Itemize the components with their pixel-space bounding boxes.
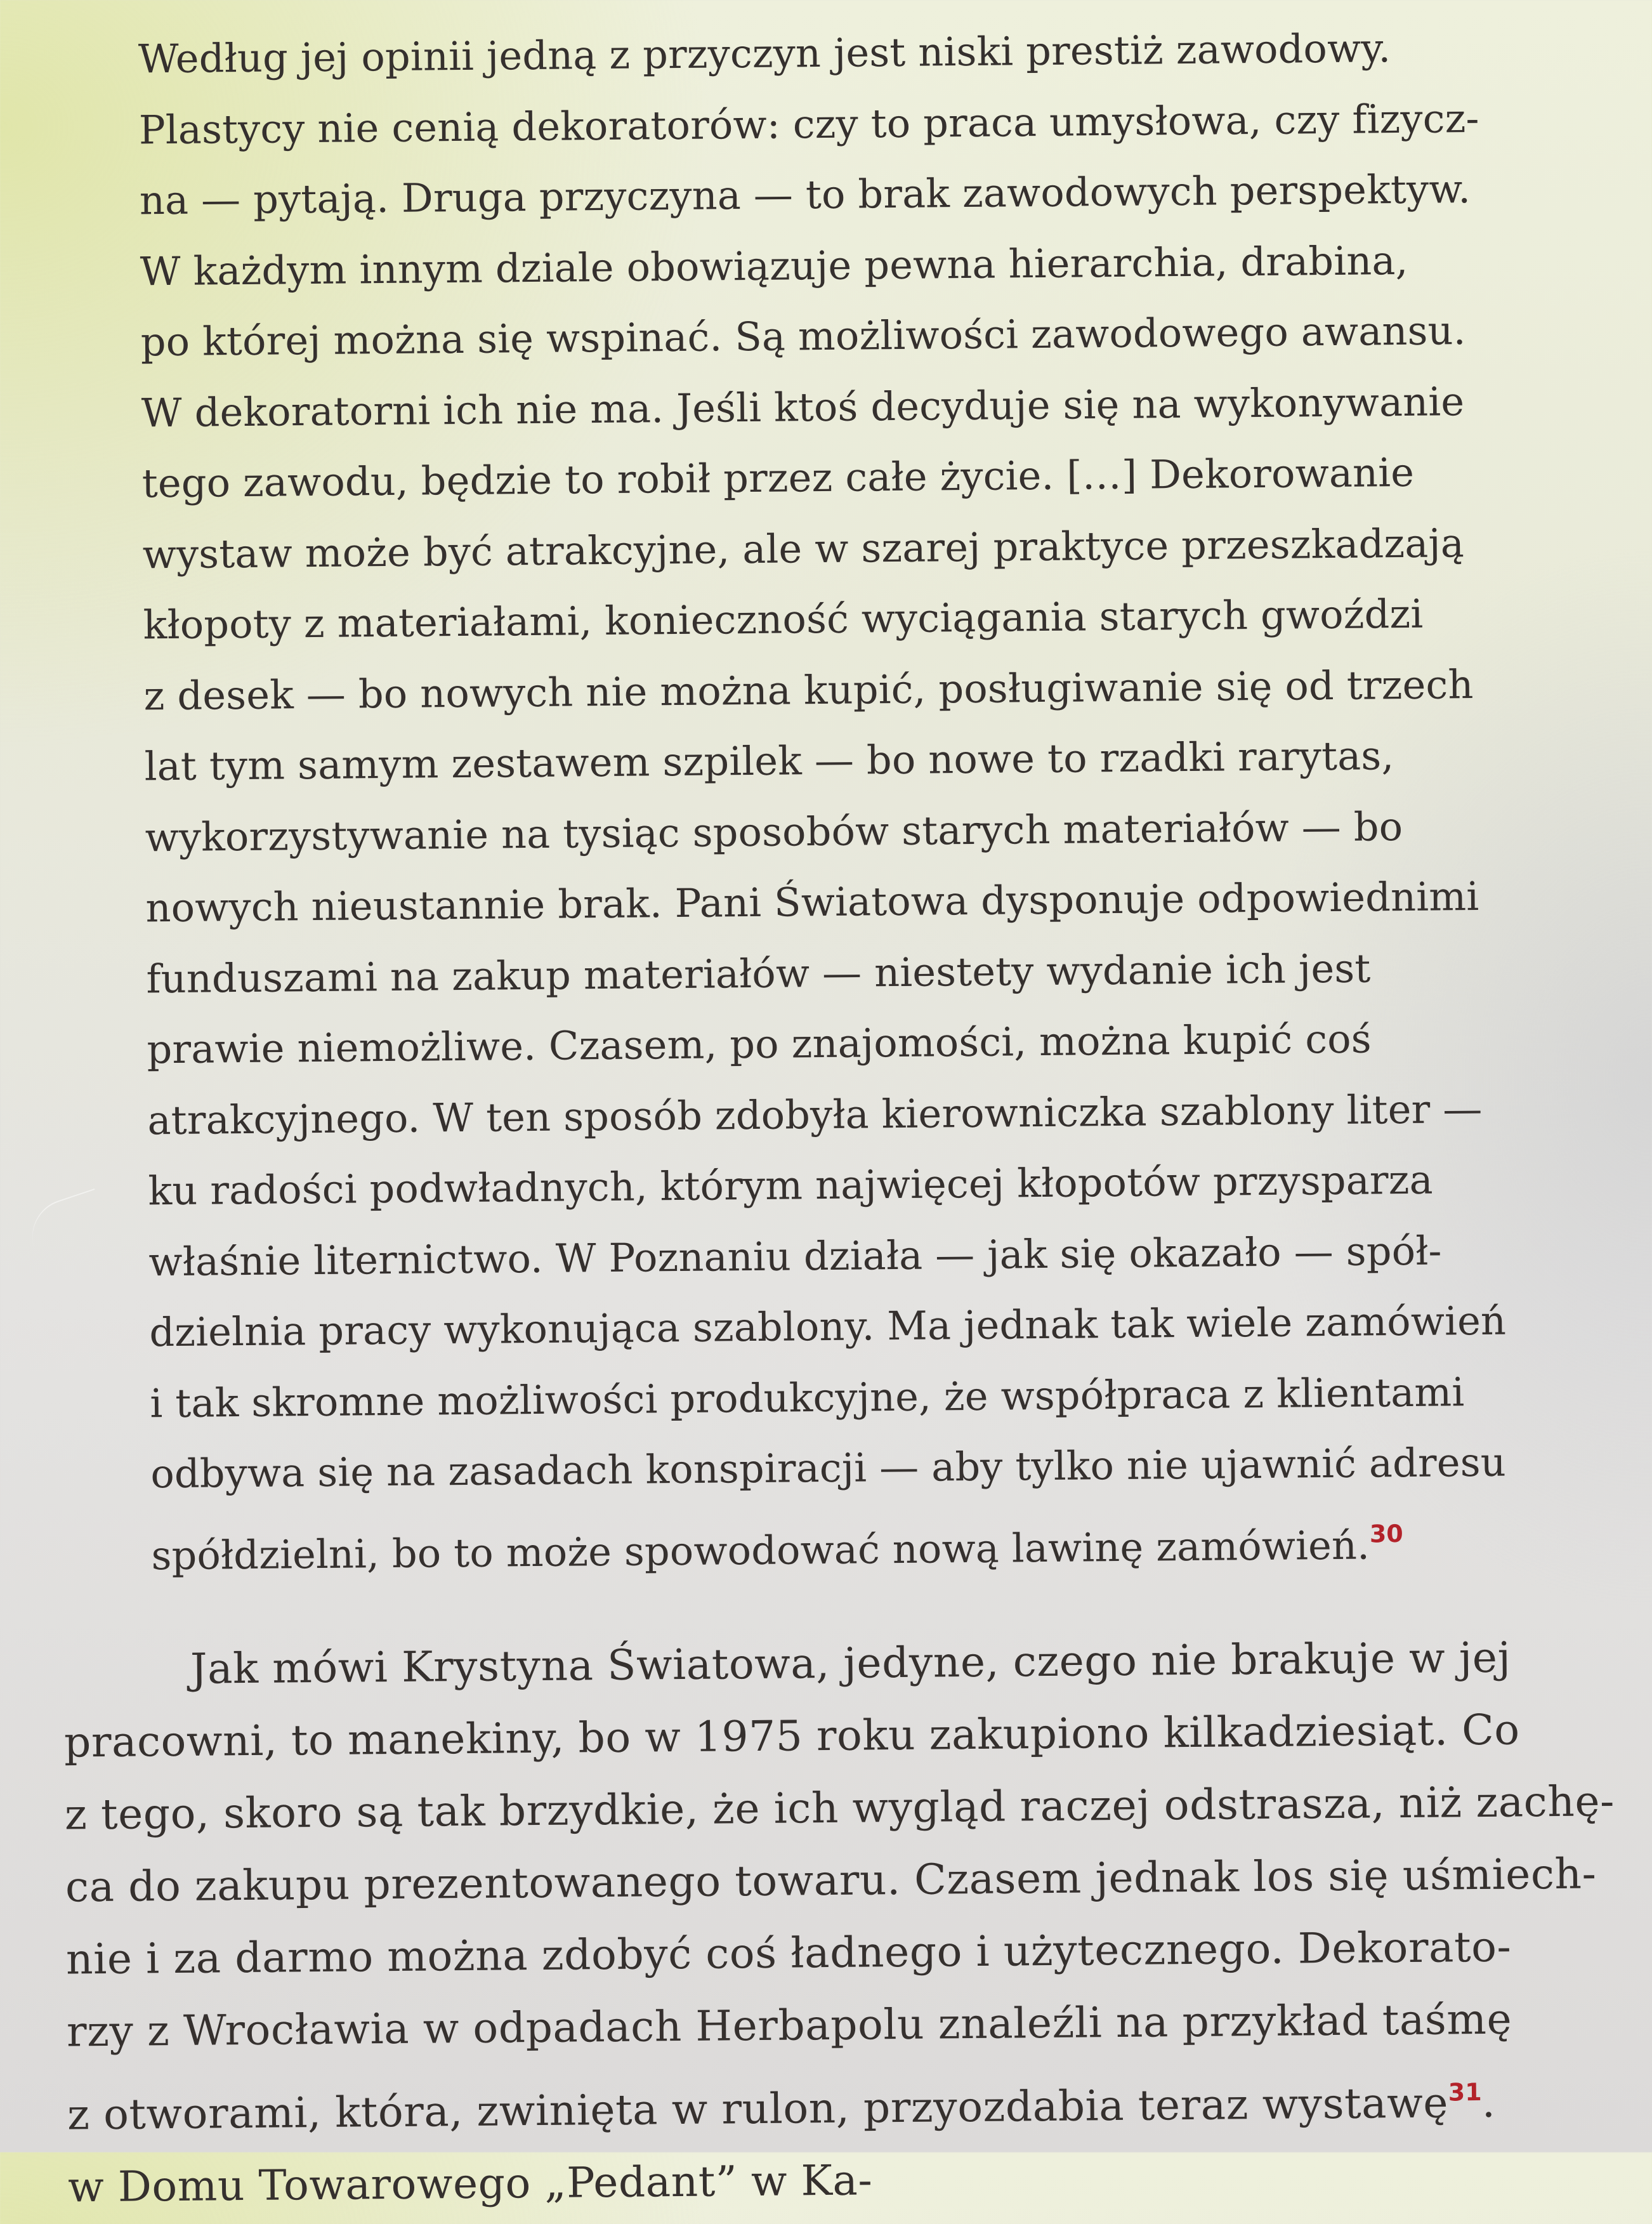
quote-line: funduszami na zakup materiałów — niestety wydanie ich jest bbox=[146, 944, 1371, 1002]
quote-line: lat tym samym zestawem szpilek — bo nowe to rzadki rarytas, bbox=[144, 732, 1394, 790]
quote-line: po której można się wspinać. Są możliwości zawodowego awansu. bbox=[140, 307, 1466, 365]
paragraph-line: w Domu Towarowego „Pedant” w Ka- bbox=[67, 2155, 873, 2212]
paragraph-line: nie i za darmo można zdobyć coś ładnego i użytecznego. Dekorato- bbox=[65, 1922, 1512, 1984]
paragraph-line: rzy z Wrocławia w odpadach Herbapolu znaleźli na przykład taśmę bbox=[66, 1994, 1512, 2056]
quote-line: na — pytają. Druga przyczyna — to brak zawodowych perspektyw. bbox=[139, 166, 1471, 224]
body-paragraph bbox=[63, 1621, 1652, 2224]
footnote-trailing-period: . bbox=[1481, 2077, 1496, 2128]
quote-line-last bbox=[151, 1497, 1560, 1591]
quote-line: prawie niemożliwe. Czasem, po znajomości, można kupić coś bbox=[147, 1015, 1372, 1073]
footnote-ref-30[interactable]: 30 bbox=[1369, 1519, 1403, 1548]
footnote-ref-31[interactable]: 31 bbox=[1448, 2078, 1482, 2107]
paper-crease bbox=[22, 1188, 107, 1250]
paragraph-line-text: z otworami, która, zwinięta w rulon, przyozdabia teraz wystawę bbox=[67, 2078, 1449, 2140]
paragraph-line: pracowni, to manekiny, bo w 1975 roku zakupiono kilkadziesiąt. Co bbox=[63, 1705, 1520, 1767]
quote-line: wykorzystywanie na tysiąc sposobów starych materiałów — bo bbox=[145, 803, 1403, 860]
block-quote bbox=[138, 11, 1559, 1591]
quote-line: atrakcyjnego. W ten sposób zdobyła kierowniczka szablony liter — bbox=[147, 1085, 1483, 1143]
quote-line: wystaw może być atrakcyjne, ale w szarej praktyce przeszkadzają bbox=[142, 519, 1465, 577]
quote-line: właśnie liternictwo. W Poznaniu działa — jak się okazało — spół- bbox=[148, 1227, 1442, 1285]
quote-line: ku radości podwładnych, którym najwięcej kłopotów przysparza bbox=[148, 1156, 1434, 1214]
quote-line: nowych nieustannie brak. Pani Światowa dysponuje odpowiednimi bbox=[145, 872, 1479, 931]
quote-line: Według jej opinii jedną z przyczyn jest niski prestiż zawodowy. bbox=[138, 25, 1391, 82]
quote-line: W każdym innym dziale obowiązuje pewna hierarchia, drabina, bbox=[140, 237, 1408, 294]
quote-line: z desek — bo nowych nie można kupić, posługiwanie się od trzech bbox=[143, 661, 1474, 719]
quote-line: W dekoratorni ich nie ma. Jeśli ktoś decyduje się na wykonywanie bbox=[141, 378, 1465, 436]
quote-line: kłopoty z materiałami, konieczność wyciągania starych gwoździ bbox=[143, 590, 1424, 648]
quote-line-text: spółdzielni, bo to może spowodować nową lawinę zamówień. bbox=[151, 1522, 1370, 1579]
quote-line: dzielnia pracy wykonująca szablony. Ma jednak tak wiele zamówień bbox=[149, 1297, 1507, 1356]
paragraph-line-footnoted bbox=[67, 2055, 1652, 2152]
quote-line: tego zawodu, będzie to robił przez całe życie. […] Dekorowanie bbox=[141, 449, 1415, 507]
quote-line: Plastycy nie cenią dekoratorów: czy to praca umysłowa, czy fizycz- bbox=[138, 95, 1479, 153]
quote-line: odbywa się na zasadach konspiracji — aby tylko nie ujawnić adresu bbox=[150, 1438, 1507, 1497]
paragraph-line: ca do zakupu prezentowanego towaru. Czasem jednak los się uśmiech- bbox=[65, 1849, 1597, 1912]
quote-line: i tak skromne możliwości produkcyjne, że współpraca z klientami bbox=[150, 1368, 1465, 1426]
paragraph-line: Jak mówi Krystyna Światowa, jedyne, czego nie brakuje w jej bbox=[190, 1633, 1511, 1694]
paragraph-line: z tego, skoro są tak brzydkie, że ich wygląd raczej odstrasza, niż zachę- bbox=[64, 1777, 1615, 1839]
